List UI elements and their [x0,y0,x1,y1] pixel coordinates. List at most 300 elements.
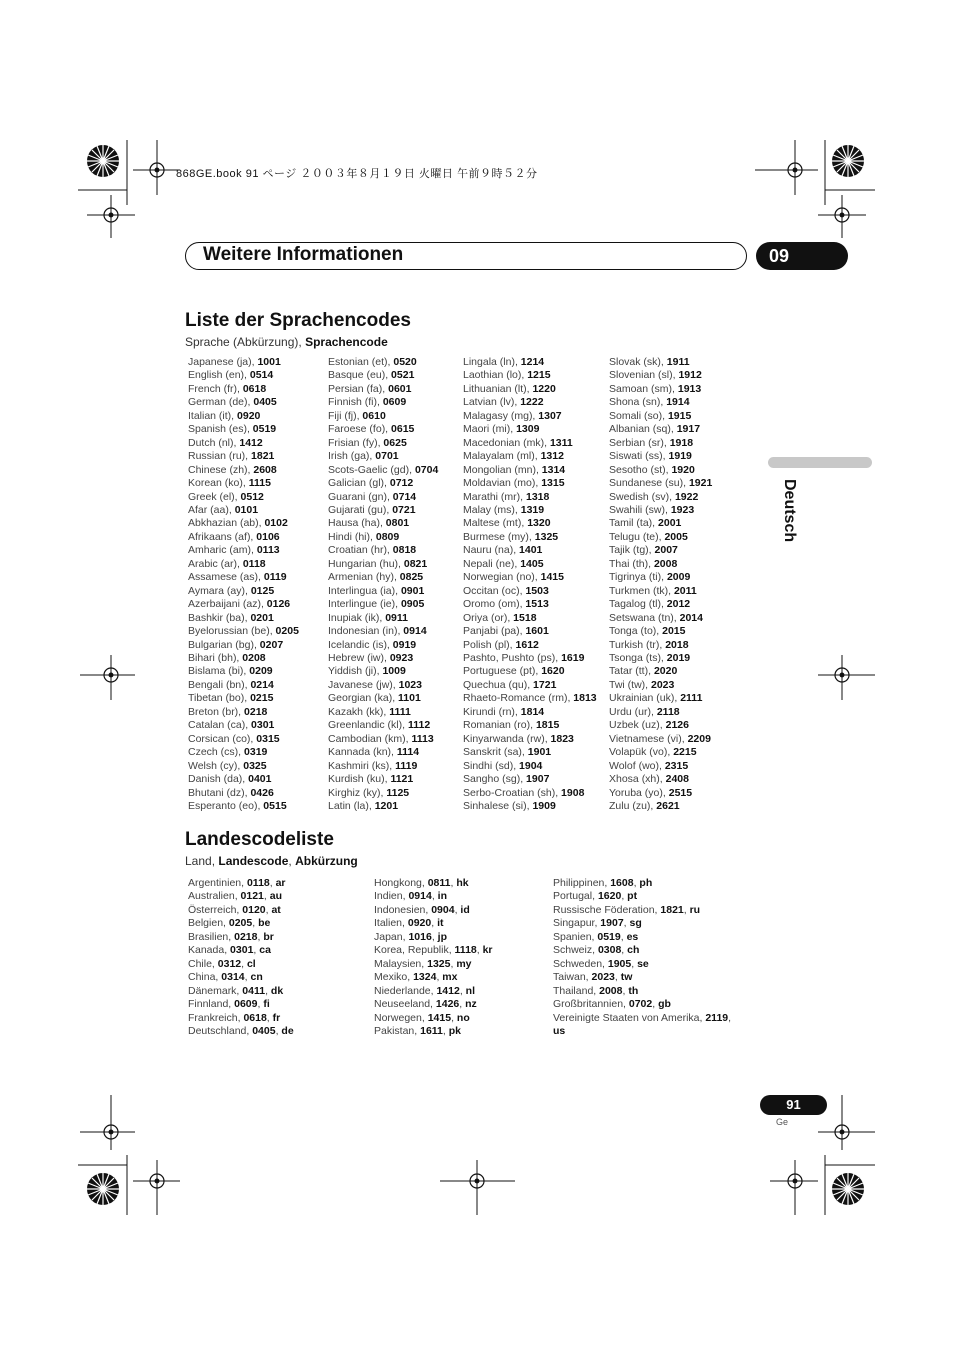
language-name: Setswana (tn), [609,611,680,624]
language-name: Georgian (ka), [328,692,399,705]
language-code: 1111 [389,705,411,718]
language-code: 1312 [540,450,564,463]
country-name: Deutschland, [188,1024,253,1037]
language-entry [609,356,712,369]
country-code: 1412 [436,984,460,997]
language-entry [463,800,597,813]
language-name: Icelandic (is), [328,638,393,651]
language-name: Indonesian (in), [328,625,404,638]
language-name: Volapük (vo), [609,746,674,759]
country-entry: Großbritannien, 0702, gb [553,998,671,1011]
language-entry [463,437,597,450]
country-entry: Pakistan, 1611, pk [374,1024,461,1037]
language-code: 0520 [393,356,417,368]
language-code: 1121 [390,773,414,786]
language-code: 1311 [549,436,573,449]
language-entry [463,531,597,544]
language-entry [463,733,597,746]
language-entry [188,504,299,517]
language-entry [463,383,597,396]
country-entry: Belgien, 0205, be [188,917,271,930]
language-entry [609,679,712,692]
language-name: Swahili (sw), [609,503,671,516]
language-code: 0609 [382,396,407,409]
country-name: Australien, [188,890,241,903]
country-entry: Spanien, 0519, es [553,930,639,943]
country-name: Mexiko, [374,971,414,984]
language-name: Czech (cs), [188,746,245,759]
language-name: Bulgarian (bg), [188,638,260,651]
country-abbreviation: nz [465,998,477,1011]
country-abbreviation: kr [482,944,493,957]
language-name: Aymara (ay), [188,584,251,597]
country-name: Indonesien, [374,903,432,916]
language-name: Bengali (bn), [188,678,251,691]
country-entry: Singapur, 1907, sg [553,917,642,930]
language-entry [463,652,597,665]
language-code: 1923 [670,503,695,516]
country-name: Italien, [374,917,408,930]
language-code: 1115 [248,477,271,490]
country-column-1 [188,877,294,1038]
chapter-title: Weitere Informationen [203,244,404,265]
language-name: Korean (ko), [188,477,249,490]
chapter-number: 09 [756,242,848,270]
language-code: 1814 [520,705,545,718]
language-name: Tatar (tt), [609,665,654,678]
country-code: 0609 [234,998,258,1011]
language-name: Tigrinya (ti), [609,571,667,584]
languages-subtitle: Sprache (Abkürzung), Sprachencode [185,335,388,349]
country-entry: Thailand, 2008, th [553,984,639,997]
language-entry [609,504,712,517]
country-entry: Niederlande, 1412, nl [374,984,476,997]
language-code: 2315 [664,759,689,772]
language-code: 1518 [513,611,537,624]
country-entry: Österreich, 0120, at [188,903,281,916]
country-abbreviation: pk [448,1024,461,1037]
country-code: 1905 [607,957,632,970]
page-language: Ge [776,1117,789,1127]
language-entry [328,369,438,382]
language-code: 0704 [414,463,439,476]
language-name: Telugu (te), [609,530,665,543]
language-entry [328,706,438,719]
country-code: 0914 [408,890,432,903]
country-entry: Hongkong, 0811, hk [374,877,469,889]
language-code: 0315 [256,732,280,745]
language-entry [328,612,438,625]
language-name: Moldavian (mo), [463,477,542,490]
language-name: Lingala (ln), [463,356,521,368]
country-name: Finnland, [188,998,235,1011]
country-column-3 [553,877,731,1038]
language-entry [463,369,597,382]
language-code: 1920 [671,463,695,476]
language-name: Abkhazian (ab), [188,517,265,530]
language-name: Tajik (tg), [609,544,655,557]
language-name: Assamese (as), [188,571,264,584]
language-name: Oromo (om), [463,598,526,611]
country-abbreviation: no [456,1011,470,1024]
language-code: 1319 [520,503,545,516]
language-name: Afrikaans (af), [188,530,257,543]
language-entry [188,800,299,813]
language-name: Sindhi (sd), [463,759,520,772]
language-entry [188,517,299,530]
language-entry [328,477,438,490]
country-code: 1415 [427,1011,452,1024]
country-abbreviation: th [628,984,639,997]
language-entry [463,760,597,773]
language-entry [609,625,712,638]
language-code: 2621 [656,799,680,812]
country-abbreviation: jp [437,930,447,943]
country-code: 0205 [228,917,253,930]
country-abbreviation: ch [627,944,640,957]
language-name: Rhaeto-Romance (rm), [463,692,574,705]
country-code: 0618 [243,1011,267,1024]
language-code: 0911 [385,611,408,624]
country-abbreviation: fi [263,998,270,1011]
countries-title: Landescodeliste [185,829,334,850]
language-name: Laothian (lo), [463,369,528,382]
country-abbreviation: de [281,1024,294,1037]
language-code: 0701 [375,450,399,463]
language-entry [609,706,712,719]
language-entry [328,639,438,652]
language-code: 1320 [527,517,551,530]
country-entry: Indien, 0914, in [374,890,447,903]
language-name: Tsonga (ts), [609,651,667,664]
language-code: 0426 [250,786,274,799]
language-entry [328,773,438,786]
print-info: 868GE.book 91 ページ ２００３年８月１９日 火曜日 午前９時５２分 [176,168,538,180]
language-name: Javanese (jw), [328,678,399,691]
language-entry [188,585,299,598]
country-name: Spanien, [553,930,598,943]
language-entry [609,746,712,759]
language-entry [188,477,299,490]
languages-title: Liste der Sprachencodes [185,310,411,331]
language-entry [463,558,597,571]
language-name: Maori (mi), [463,423,517,436]
country-code: 0920 [407,917,432,930]
language-code: 1612 [515,638,539,651]
language-entry [328,423,438,436]
language-name: Shona (sn), [609,396,667,409]
language-entry [609,760,712,773]
country-name: Niederlande, [374,984,437,997]
language-name: Portuguese (pt), [463,665,542,678]
language-entry [328,733,438,746]
language-code: 1815 [535,719,560,732]
language-entry [609,450,712,463]
country-name: Chile, [188,957,218,970]
language-name: Nepali (ne), [463,557,521,570]
language-entry [463,598,597,611]
language-name: Occitan (oc), [463,584,526,597]
language-code: 1222 [520,396,544,409]
language-entry [188,612,299,625]
country-name: Hongkong, [374,877,428,889]
language-entry [609,571,712,584]
country-code: 2119 [705,1011,729,1024]
language-name: Yiddish (ji), [328,665,383,678]
language-name: Lithuanian (lt), [463,382,533,395]
language-code: 1919 [668,450,692,463]
language-entry [609,598,712,611]
language-name: Mongolian (mn), [463,463,542,476]
language-name: Kinyarwanda (rw), [463,732,551,745]
country-code: 0411 [242,984,266,997]
language-code: 1821 [251,450,275,463]
country-code: 0218 [234,930,258,943]
language-code: 1307 [538,409,562,422]
language-name: Malagasy (mg), [463,409,539,422]
language-code: 1901 [527,746,552,759]
language-name: Bihari (bh), [188,651,243,664]
language-name: Bhutani (dz), [188,786,251,799]
language-entry [609,410,712,423]
language-name: Latvian (lv), [463,396,521,409]
country-abbreviation: ca [259,944,271,957]
country-entry: Schweiz, 0308, ch [553,944,640,957]
language-entry [188,464,299,477]
language-code: 2111 [680,692,703,705]
country-name: Indien, [374,890,409,903]
language-entry [609,652,712,665]
language-code: 1201 [374,799,399,812]
country-code: 1016 [408,930,432,943]
language-code: 1114 [396,746,420,759]
country-abbreviation: fr [272,1011,281,1024]
language-code: 2009 [666,571,691,584]
country-entry: Deutschland, 0405, de [188,1024,294,1037]
language-entry [463,746,597,759]
country-name: Schweden, [553,957,608,970]
language-code: 1405 [520,557,544,570]
language-code: 1001 [257,356,281,368]
country-entry: Malaysien, 1325, my [374,957,472,970]
language-column-3 [463,356,597,813]
language-name: Sangho (sg), [463,773,527,786]
language-name: Fiji (fj), [328,409,363,422]
country-name: Kanada, [188,944,231,957]
language-name: Romanian (ro), [463,719,536,732]
language-entry [609,531,712,544]
language-code: 1101 [398,692,421,705]
language-code: 2408 [665,773,689,786]
language-entry [463,491,597,504]
country-code: 2023 [591,971,615,984]
country-name: Schweiz, [553,944,598,957]
language-entry [328,787,438,800]
language-name: Marathi (mr), [463,490,526,503]
language-name: Sanskrit (sa), [463,746,528,759]
country-abbreviation: pt [627,890,638,903]
language-entry [328,437,438,450]
language-code: 1721 [533,678,557,691]
language-entry [463,504,597,517]
country-entry: Dänemark, 0411, dk [188,984,284,997]
language-name: Welsh (cy), [188,759,244,772]
country-name: Vereinigte Staaten von Amerika, [553,1011,706,1024]
language-name: Spanish (es), [188,423,253,436]
country-name: Taiwan, [553,971,592,984]
language-code: 1912 [678,369,702,382]
language-name: Maltese (mt), [463,517,528,530]
country-entry: Taiwan, 2023, tw [553,971,633,984]
country-abbreviation: sg [629,917,642,930]
country-code: 0312 [217,957,242,970]
country-abbreviation: in [437,890,447,903]
side-tab [768,457,872,468]
language-code: 2014 [679,611,703,624]
language-entry [328,544,438,557]
language-code: 2012 [666,598,691,611]
language-entry [188,410,299,423]
language-name: Interlingue (ie), [328,598,401,611]
language-entry [463,665,597,678]
language-name: Chinese (zh), [188,463,254,476]
language-entry [188,491,299,504]
language-code: 2007 [654,544,678,557]
language-name: Polish (pl), [463,638,516,651]
country-entry: Australien, 0121, au [188,890,282,903]
language-code: 1909 [532,799,556,812]
language-code: 1813 [573,692,597,705]
page-number: 91 [760,1095,827,1115]
language-name: Thai (th), [609,557,654,570]
language-entry [609,396,712,409]
language-name: Urdu (ur), [609,705,657,718]
language-entry [328,383,438,396]
country-entry: Neuseeland, 1426, nz [374,998,477,1011]
language-code: 0319 [244,746,268,759]
language-name: Malay (ms), [463,503,521,516]
language-name: Hungarian (hu), [328,557,404,570]
country-code: 0301 [230,944,254,957]
country-entry: Vereinigte Staaten von Amerika, 2119, us [553,1011,732,1037]
language-name: Yoruba (yo), [609,786,669,799]
language-entry [463,787,597,800]
language-code: 1412 [239,436,263,449]
language-code: 1911 [666,356,690,368]
language-code: 0712 [389,477,414,490]
language-entry [463,356,597,369]
language-name: Albanian (sq), [609,423,677,436]
language-name: Tibetan (bo), [188,692,251,705]
language-name: Gujarati (gu), [328,503,393,516]
country-abbreviation: au [269,890,282,903]
country-abbreviation: se [637,957,649,970]
language-entry [609,423,712,436]
language-entry [609,477,712,490]
country-entry: China, 0314, cn [188,971,263,984]
language-code: 0618 [242,382,267,395]
country-abbreviation: dk [270,984,284,997]
language-name: Panjabi (pa), [463,625,526,638]
language-code: 0721 [392,503,416,516]
language-name: Basque (eu), [328,369,392,382]
language-name: Hindi (hi), [328,530,376,543]
language-code: 1921 [688,477,713,490]
language-code: 0515 [263,799,287,812]
country-code: 1907 [600,917,624,930]
language-name: Kirundi (rn), [463,705,521,718]
language-code: 0208 [242,651,266,664]
language-name: Dutch (nl), [188,436,240,449]
language-entry [328,800,438,813]
language-entry [328,665,438,678]
country-abbreviation: id [460,903,470,916]
language-name: Sinhalese (si), [463,799,533,812]
language-entry [463,719,597,732]
language-entry [328,652,438,665]
country-abbreviation: gb [658,998,671,1011]
language-code: 0325 [243,759,267,772]
language-name: Serbo-Croatian (sh), [463,786,562,799]
country-code: 1324 [413,971,437,984]
language-name: Twi (tw), [609,678,651,691]
country-name: Dänemark, [188,984,243,997]
country-abbreviation: es [626,930,639,943]
language-entry [328,625,438,638]
language-name: Nauru (na), [463,544,520,557]
language-code: 1918 [669,436,694,449]
language-name: Estonian (et), [328,356,394,368]
language-entry [463,585,597,598]
country-code: 1118 [454,944,477,957]
language-entry [188,679,299,692]
language-code: 0714 [392,490,417,503]
language-code: 0821 [403,557,428,570]
language-code: 1915 [667,409,692,422]
language-entry [328,760,438,773]
language-code: 1415 [540,571,564,584]
country-code: 1325 [427,957,451,970]
language-code: 1914 [666,396,690,409]
language-code: 1309 [516,423,540,436]
language-code: 0214 [250,678,274,691]
language-entry [328,585,438,598]
language-name: Finnish (fi), [328,396,383,409]
language-code: 0102 [264,517,288,530]
country-abbreviation: at [271,903,281,916]
language-entry [463,477,597,490]
language-name: French (fr), [188,382,243,395]
language-entry [328,504,438,517]
language-code: 2515 [668,786,693,799]
language-name: Interlingua (ia), [328,584,401,597]
language-name: Italian (it), [188,409,238,422]
language-code: 1125 [386,786,410,799]
language-name: Breton (br), [188,705,245,718]
language-entry [463,706,597,719]
language-name: Galician (gl), [328,477,390,490]
language-entry [328,719,438,732]
language-code: 1922 [674,490,699,503]
language-code: 2020 [653,665,678,678]
language-code: 0914 [403,625,427,638]
language-entry [188,760,299,773]
language-name: Greek (el), [188,490,241,503]
language-name: English (en), [188,369,250,382]
language-name: Tagalog (tl), [609,598,667,611]
language-entry [463,396,597,409]
language-code: 2019 [666,651,691,664]
